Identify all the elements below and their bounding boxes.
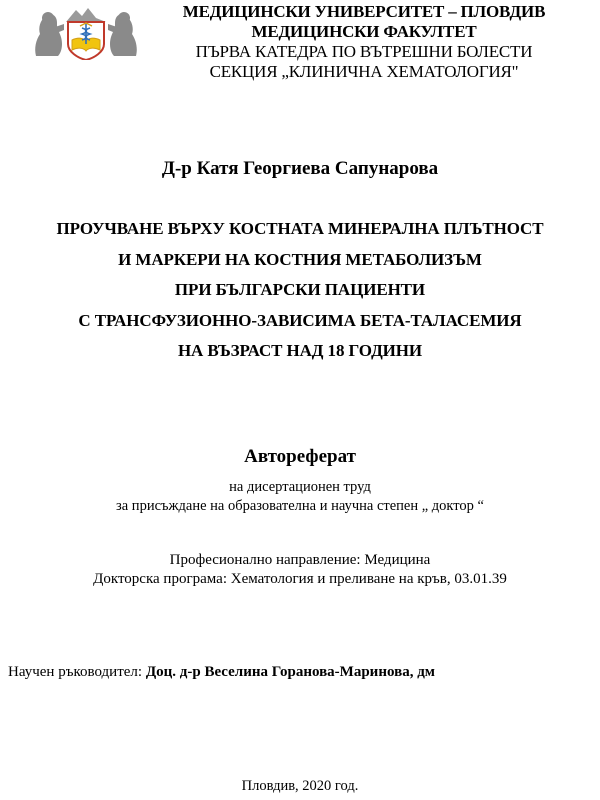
title-line: НА ВЪЗРАСТ НАД 18 ГОДИНИ bbox=[177, 341, 423, 360]
title-line: С ТРАНСФУЗИОННО-ЗАВИСИМА БЕТА-ТАЛАСЕМИЯ bbox=[78, 310, 522, 330]
header-section: СЕКЦИЯ „КЛИНИЧНА ХЕМАТОЛОГИЯ" bbox=[209, 62, 519, 81]
supervisor-label: Научен ръководител: bbox=[8, 664, 146, 680]
author-name: Д-р Катя Георгиева Сапунарова bbox=[161, 158, 439, 179]
header-department: ПЪРВА КАТЕДРА ПО ВЪТРЕШНИ БОЛЕСТИ bbox=[195, 42, 533, 61]
purpose-line: на дисертационен труд bbox=[229, 479, 371, 495]
university-crest-icon bbox=[30, 4, 142, 60]
professional-field: Професионално направление: Медицина bbox=[169, 552, 431, 568]
header-university: МЕДИЦИНСКИ УНИВЕРСИТЕТ – ПЛОВДИВ bbox=[182, 2, 546, 21]
title-line: ПРИ БЪЛГАРСКИ ПАЦИЕНТИ bbox=[174, 280, 426, 299]
place-date: Пловдив, 2020 год. bbox=[241, 778, 359, 794]
title-line: И МАРКЕРИ НА КОСТНИЯ МЕТАБОЛИЗЪМ bbox=[118, 249, 482, 269]
mountain-icon bbox=[66, 8, 106, 22]
purpose-line: за присъждане на образователна и научна степен „ доктор “ bbox=[116, 498, 484, 514]
dissertation-title bbox=[0, 214, 600, 367]
header-faculty: МЕДИЦИНСКИ ФАКУЛТЕТ bbox=[251, 22, 477, 41]
doctoral-program bbox=[0, 551, 600, 589]
document-type: Автореферат bbox=[244, 446, 356, 467]
supervisor-name: Доц. д-р Веселина Горанова-Маринова, дм bbox=[145, 664, 435, 680]
institution-header bbox=[128, 2, 600, 82]
supervisor bbox=[8, 664, 598, 681]
document-purpose bbox=[0, 478, 600, 516]
left-lion-icon bbox=[35, 12, 64, 56]
program-name: Докторска програма: Хематология и преливане на кръв, 03.01.39 bbox=[93, 571, 507, 587]
title-line: ПРОУЧВАНЕ ВЪРХУ КОСТНАТА МИНЕРАЛНА ПЛЪТНОСТ bbox=[56, 219, 544, 238]
